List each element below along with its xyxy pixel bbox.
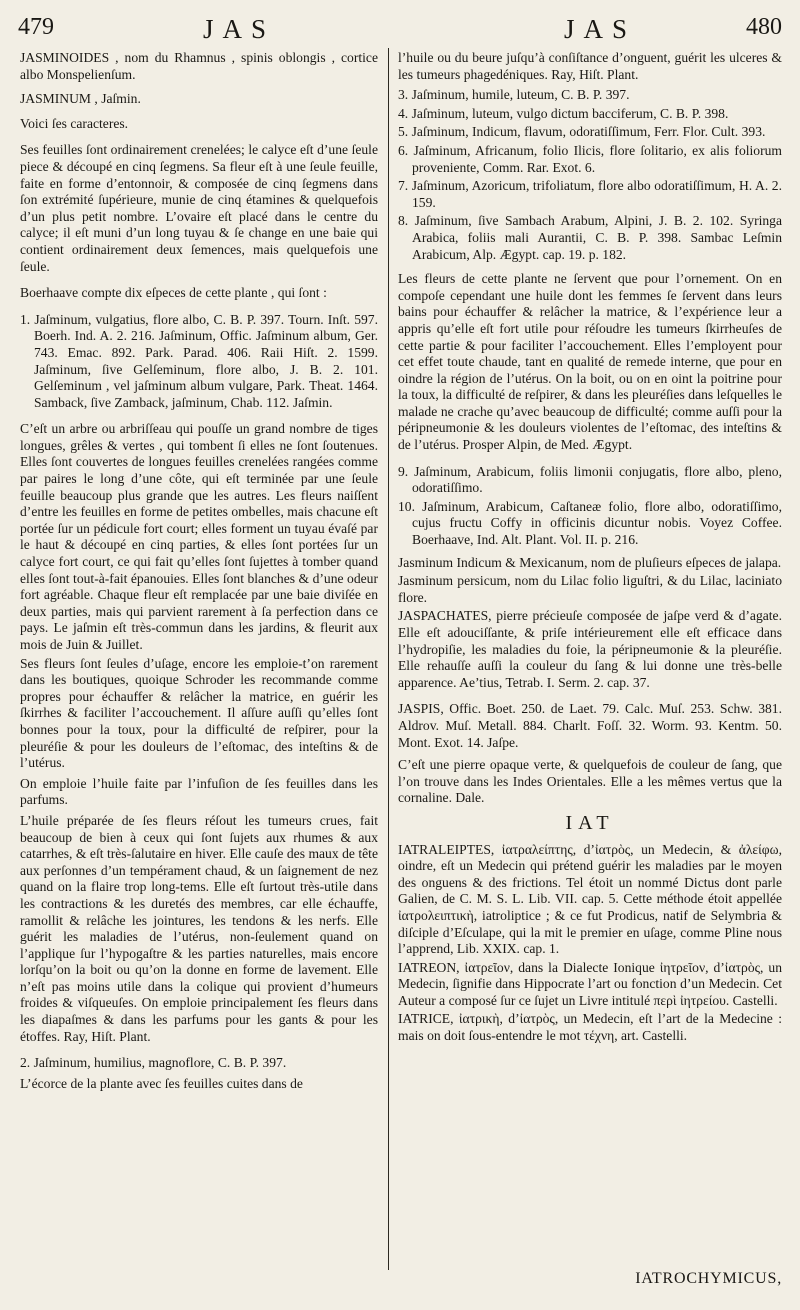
species-item: 6. Jaſminum, Africanum, folio Ilicis, flore ſolitario, ex alis foliorum proveniente, Comm. Rar. Exot. 6. — [398, 142, 782, 175]
species-item: 1. Jaſminum, vulgatius, flore albo, C. B. P. 397. Tourn. Inſt. 597. Boerh. Ind. A. 2. 216. Jaſminum, Offic. Jaſminum album, Ger. 743. Emac. 892. Park. Parad. 406. Raii Hiſt. 2. 1599. Jaſminum, ſive Gelſeminum, flore albo, J. B. 2. 101. Gelſeminum , vel jaſminum album vulgare, Park. Theat. 1464. Samback, ſive Zamback, jaſminum, Chab. 112. Jaſmin. — [20, 311, 378, 410]
paragraph: Boerhaave compte dix eſpeces de cette plante , qui ſont : — [20, 285, 327, 301]
page-header — [18, 14, 782, 48]
section-heading-iat: IAT — [565, 811, 615, 834]
catchword: IATROCHYMICUS, — [635, 1270, 782, 1287]
paragraph: L’écorce de la plante avec ſes feuilles cuites dans de — [20, 1075, 303, 1091]
column-divider — [388, 48, 389, 1270]
species-item: 3. Jaſminum, humile, luteum, C. B. P. 397. — [398, 87, 630, 103]
entry-jasminum-persicum: Jasminum persicum, nom du Lilac folio liguſtri, & du Lilac, laciniato flore. — [398, 573, 782, 605]
entry-jasminoides: JASMINOIDES , nom du Rhamnus , spinis oblongis , cortice albo Monspelienſum. — [20, 50, 378, 82]
species-item: 4. Jaſminum, luteum, vulgo dictum bacciferum, C. B. P. 398. — [398, 105, 729, 121]
running-head-right: JAS — [564, 14, 637, 44]
species-item: 5. Jaſminum, Indicum, flavum, odoratiſſimum, Ferr. Flor. Cult. 393. — [398, 124, 766, 140]
entry-jasminum-indicum: Jasminum Indicum & Mexicanum, nom de pluſieurs eſpeces de jalapa. — [398, 554, 782, 570]
paragraph: On emploie l’huile faite par l’infuſion de ſes feuilles dans les parfums. — [20, 775, 378, 808]
species-item: 10. Jaſminum, Arabicum, Caſtaneæ folio, flore albo, odoratiſſimo, cujus fructu Coffy in officinis dicuntur nobis. Voyez Coffee. Boerhaave, Ind. Alt. Plant. Vol. II. p. 216. — [398, 498, 782, 548]
paragraph: Voici ſes caracteres. — [20, 115, 129, 131]
paragraph: Les fleurs de cette plante ne ſervent que pour l’ornement. On en compoſe cependant une huile dont les femmes ſe ſervent dans leurs bains pour échauffer & relâcher la matrice, & l’expérience leur a appris qu’elle eſt fort utile pour réſoudre les tumeurs ſkirrheuſes de cette partie & pour faciliter l’accouchement. Elles l’employent pour cet effet toute chaude, tant en qualité de remede interne, que pour en oindre la région de l’utérus. On la boit, ou on en oint la poitrine pour la toux, la difficulté de reſpirer, & dans les pleuréſies dans leſquelles le malade ne crache qu’avec beaucoup de difficulté; comme auſſi pour la péripneumonie & les douleurs violentes de l’eſtomac, des inteſtins & de l’utérus. Prosper Alpin, de Med. Ægypt. — [398, 271, 782, 453]
page-number-right: 480 — [746, 14, 782, 40]
paragraph: L’huile préparée de ſes fleurs réſout les tumeurs crues, fait beaucoup de bien à ceux qui ſont ſujets aux rhumes & aux catarrhes, & eſt très-ſalutaire en hiver. Elle cauſe des maux de tête aux perſonnes d’un tempérament chaud, & un ſaignement de nez quand on la flaire trop long-tems. Elle eſt ſurtout très-utile dans les contractions & les duretés des membres, car elle échauffe, ramollit & relâche les jointures, les tendons & les nerfs. Elle guérit les maladies de l’utérus, non-ſeulement quand on l’applique ſur l’hypogaſtre & les parties naturelles, mais encore lorſqu’on la boit ou qu’on la donne en forme de lavement. Elle n’eſt pas moins utile dans la colique qui provient d’humeurs froides & viſqueuſes. On emploie principalement ſes fleurs dans les diapaſmes & dans les parfums pour les gants & pour les étoffes. Ray, Hiſt. Plant. — [20, 812, 378, 1044]
paragraph: C’eſt une pierre opaque verte, & quelquefois de couleur de ſang, que l’on trouve dans les Indes Orientales. Elle a les mêmes vertus que la cornaline. Dale. — [398, 757, 782, 806]
entry-jasminum: JASMINUM , Jaſmin. — [20, 91, 141, 107]
left-column — [20, 50, 378, 1102]
entry-iatrice: IATRICE, ἰατρικὴ, d’ἰατρὸς, un Medecin, eſt l’art de la Medecine : mais on doit ſous-entendre le mot τέχνη, art. Castelli. — [398, 1011, 782, 1044]
species-item: 7. Jaſminum, Azoricum, trifoliatum, flore albo odoratiſſimum, H. A. 2. 159. — [398, 178, 782, 210]
entry-iatraleiptes: IATRALEIPTES, ἰατραλείπτης, d’ἰατρὸς, un Medecin, & ἀλείφω, oindre, eſt un Medecin qui prétend guérir les maladies par le moyen des onguens & des frictions. Tel étoit un nommé Dictus dont parle Galien, de C. M. S. L. Lib. VII. cap. 5. Cette méthode étoit appellée ἰατρολειπτικὴ, iatroliptice ; & ce fut Prodicus, natif de Selymbria & diſciple d’Eſculape, qui la mit le premier en uſage, comme Pline nous l’apprend, Lib. XXIX. cap. 1. — [398, 841, 782, 957]
species-item: 9. Jaſminum, Arabicum, foliis limonii conjugatis, flore albo, pleno, odoratiſſimo. — [398, 463, 782, 496]
running-head-left: JAS — [203, 14, 276, 44]
paragraph: l’huile ou du beure juſqu’à conſiſtance d’onguent, guérit les ulceres & les tumeurs phagedéniques. Ray, Hiſt. Plant. — [398, 50, 782, 82]
paragraph: Ses feuilles ſont ordinairement crenelées; le calyce eſt d’une ſeule piece & découpé en cinq ſegmens. Sa fleur eſt à une ſeule feuille, faite en forme d’entonnoir, & composée de cinq ſegmens dans ſon extrémité ſupérieure, munie de cinq étamines & quelquefois d’un plus petit nombre. L’ovaire eſt placé dans le centre du calyce; il eſt muni d’un long tuyau & ſe change en une baie qui contient ordinairement deux ſemences, mais quelquefois une ſeule. — [20, 142, 378, 274]
entry-jaspachates: JASPACHATES, pierre précieuſe composée de jaſpe verd & d’agate. Elle eſt adouciſſante, & priſe intérieurement elle eſt efficace dans l’hydropiſie, les maladies du foie, la péripneumonie & la pleuréſie. Elle rehauſſe auſſi la couleur du ſang & lui donne une très-belle apparence. Ae’tius, Tetrab. I. Serm. 2. cap. 37. — [398, 608, 782, 690]
entry-iatreon: IATREON, ἰατρεῖον, dans la Dialecte Ionique ἰητρεῖον, d’ἰατρὸς, un Medecin, ſignifie dans Hippocrate l’art ou fonction d’un Medecin. Cet Auteur a composé ſur ce ſujet un Livre intitulé περὶ ἰητρείου. Castelli. — [398, 959, 782, 1008]
right-column — [398, 50, 782, 1055]
species-item: 2. Jaſminum, humilius, magnoflore, C. B. P. 397. — [20, 1055, 287, 1071]
species-item: 8. Jaſminum, ſive Sambach Arabum, Alpini, J. B. 2. 102. Syringa Arabica, foliis mali Aurantii, C. B. P. 398. Sambac Leſmin Arabicum, Alp. Ægypt. cap. 19. p. 182. — [398, 213, 782, 262]
paragraph: Ses fleurs ſont ſeules d’uſage, encore les emploie-t’on rarement dans les boutiques, quoique Schroder les recommande comme propres pour échauffer & relâcher la matrice, en guérir les ſkirrhes & faciliter l’accouchement. Il aſſure auſſi qu’elles ſont bonnes pour la toux, pour la difficulté de reſpirer, pour la pleuréſie & pour les douleurs de l’eſtomac, des inteſtins & de l’utérus. — [20, 655, 378, 771]
entry-jaspis: JASPIS, Offic. Boet. 250. de Laet. 79. Calc. Muſ. 253. Schw. 381. Aldrov. Muſ. Metall. 884. Charlt. Foſſ. 32. Worm. 93. Kentm. 50. Mont. Exot. 14. Jaſpe. — [398, 701, 782, 750]
page-number-left: 479 — [18, 14, 54, 40]
paragraph: C’eſt un arbre ou arbriſſeau qui pouſſe un grand nombre de tiges longues, grêles & vertes , qui tombent ſi elles ne ſont ſoutenues. Elles ſont couvertes de longues feuilles crenelées rangées comme par paires le long d’une côte, qui eſt terminée par une ſeule feuille beaucoup plus grande que les autres. Les fleurs naiſſent d’entre les feuilles en forme de petites ombelles, mais chacune eſt portée ſur un pédicule fort court; elles forment un tuyau évaſé par le haut & découpé en cinq parties, & elles ſont portées ſur un calyce fort court, ce qui fait qu’elles ſont ſujettes à tomber quand elles ſont tout-à-fait épanouies. Elles ſont blanches & d’une odeur fort agréable. Chaque fleur eſt remplacée par une baie diviſée en deux parties, mais qui parvient rarement à ſa perfection dans ce pays. Le jaſmin eſt très-commun dans les jardins, & fleurit aux mois de Juin & Juillet. — [20, 421, 378, 652]
